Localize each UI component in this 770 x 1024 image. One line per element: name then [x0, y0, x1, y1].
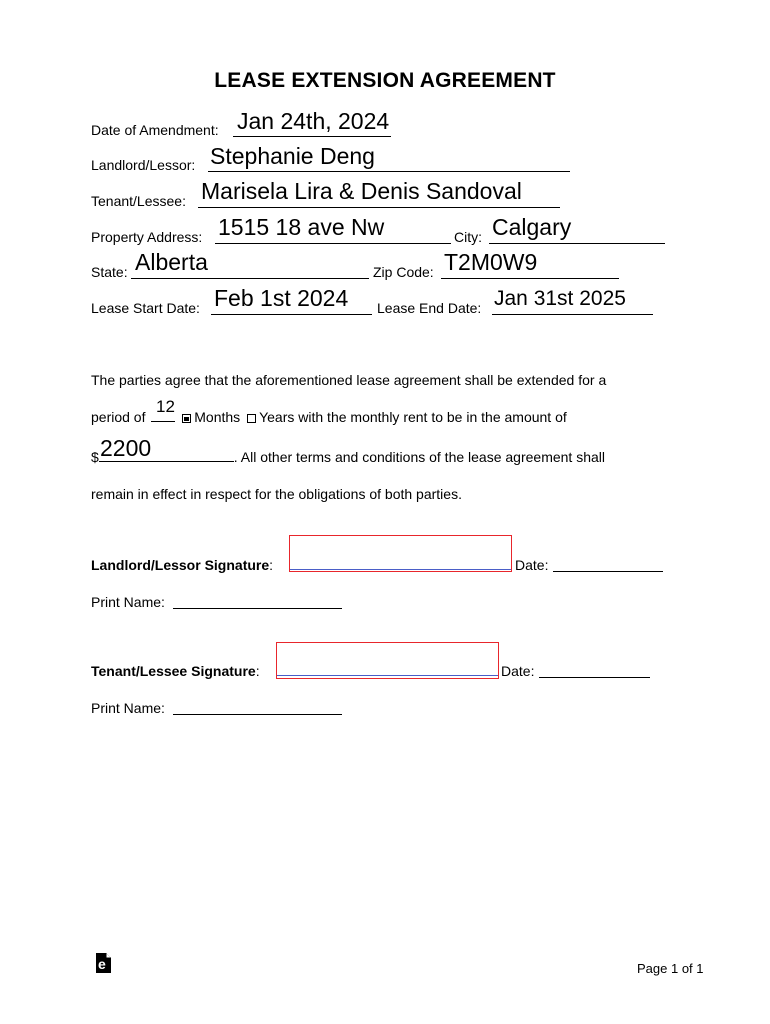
landlord-date-line[interactable]	[553, 571, 663, 572]
tenant-line[interactable]	[198, 207, 560, 208]
city-label: City:	[454, 229, 482, 245]
lease-start-value[interactable]: Feb 1st 2024	[214, 285, 349, 311]
months-label: Months	[194, 409, 241, 425]
state-line[interactable]	[131, 278, 369, 279]
property-address-label: Property Address:	[91, 229, 203, 245]
property-address-value[interactable]: 1515 18 ave Nw	[218, 214, 385, 240]
years-checkbox[interactable]	[247, 414, 256, 423]
landlord-print-name-line[interactable]	[173, 608, 342, 609]
line2-suffix: with the monthly rent to be in the amount of	[298, 409, 567, 425]
date-of-amendment-value[interactable]: Jan 24th, 2024	[237, 108, 390, 134]
tenant-date-line[interactable]	[539, 677, 650, 678]
period-value[interactable]: 12	[156, 397, 175, 416]
landlord-label: Landlord/Lessor:	[91, 157, 196, 173]
property-address-line[interactable]	[215, 243, 451, 244]
landlord-signature-label: Landlord/Lessor Signature:	[91, 557, 274, 573]
lease-end-line[interactable]	[492, 314, 653, 315]
logo-letter: e	[98, 956, 106, 972]
zip-code-label: Zip Code:	[373, 264, 434, 280]
body-line-3	[91, 449, 605, 465]
tenant-signature-label: Tenant/Lessee Signature:	[91, 663, 260, 679]
city-value[interactable]: Calgary	[492, 214, 572, 240]
tenant-date-label: Date:	[501, 663, 535, 679]
date-of-amendment-label: Date of Amendment:	[91, 122, 219, 138]
landlord-line[interactable]	[208, 171, 570, 172]
years-label: Years	[259, 409, 295, 425]
tenant-signature-box[interactable]	[276, 642, 499, 679]
landlord-value[interactable]: Stephanie Deng	[210, 143, 375, 169]
tenant-print-name-line[interactable]	[173, 714, 342, 715]
zip-code-value[interactable]: T2M0W9	[444, 249, 538, 275]
lease-end-label: Lease End Date:	[377, 300, 482, 316]
tenant-print-name-label: Print Name:	[91, 700, 165, 716]
period-prefix: period of	[91, 409, 146, 425]
lease-start-line[interactable]	[211, 314, 372, 315]
state-value[interactable]: Alberta	[135, 249, 208, 275]
document-logo-icon	[95, 952, 112, 974]
landlord-signature-box[interactable]	[289, 535, 512, 572]
page-number: Page 1 of 1	[637, 961, 704, 976]
body-line-1: The parties agree that the aforementioned lease agreement shall be extended for a	[91, 372, 607, 388]
tenant-value[interactable]: Marisela Lira & Denis Sandoval	[201, 178, 522, 204]
landlord-date-label: Date:	[515, 557, 549, 573]
tenant-label: Tenant/Lessee:	[91, 193, 186, 209]
line3-suffix: . All other terms and conditions of the lease agreement shall	[233, 449, 606, 465]
landlord-print-name-label: Print Name:	[91, 594, 165, 610]
city-line[interactable]	[489, 243, 665, 244]
months-checkbox[interactable]	[182, 414, 191, 423]
body-line-4: remain in effect in respect for the obligations of both parties.	[91, 486, 462, 502]
zip-code-line[interactable]	[441, 278, 619, 279]
currency-symbol: $	[91, 449, 99, 465]
document-title: LEASE EXTENSION AGREEMENT	[214, 69, 556, 92]
state-label: State:	[91, 264, 128, 280]
lease-start-label: Lease Start Date:	[91, 300, 200, 316]
date-of-amendment-line[interactable]	[233, 136, 391, 137]
rent-value[interactable]: 2200	[100, 435, 152, 461]
lease-end-value[interactable]: Jan 31st 2025	[494, 287, 626, 310]
